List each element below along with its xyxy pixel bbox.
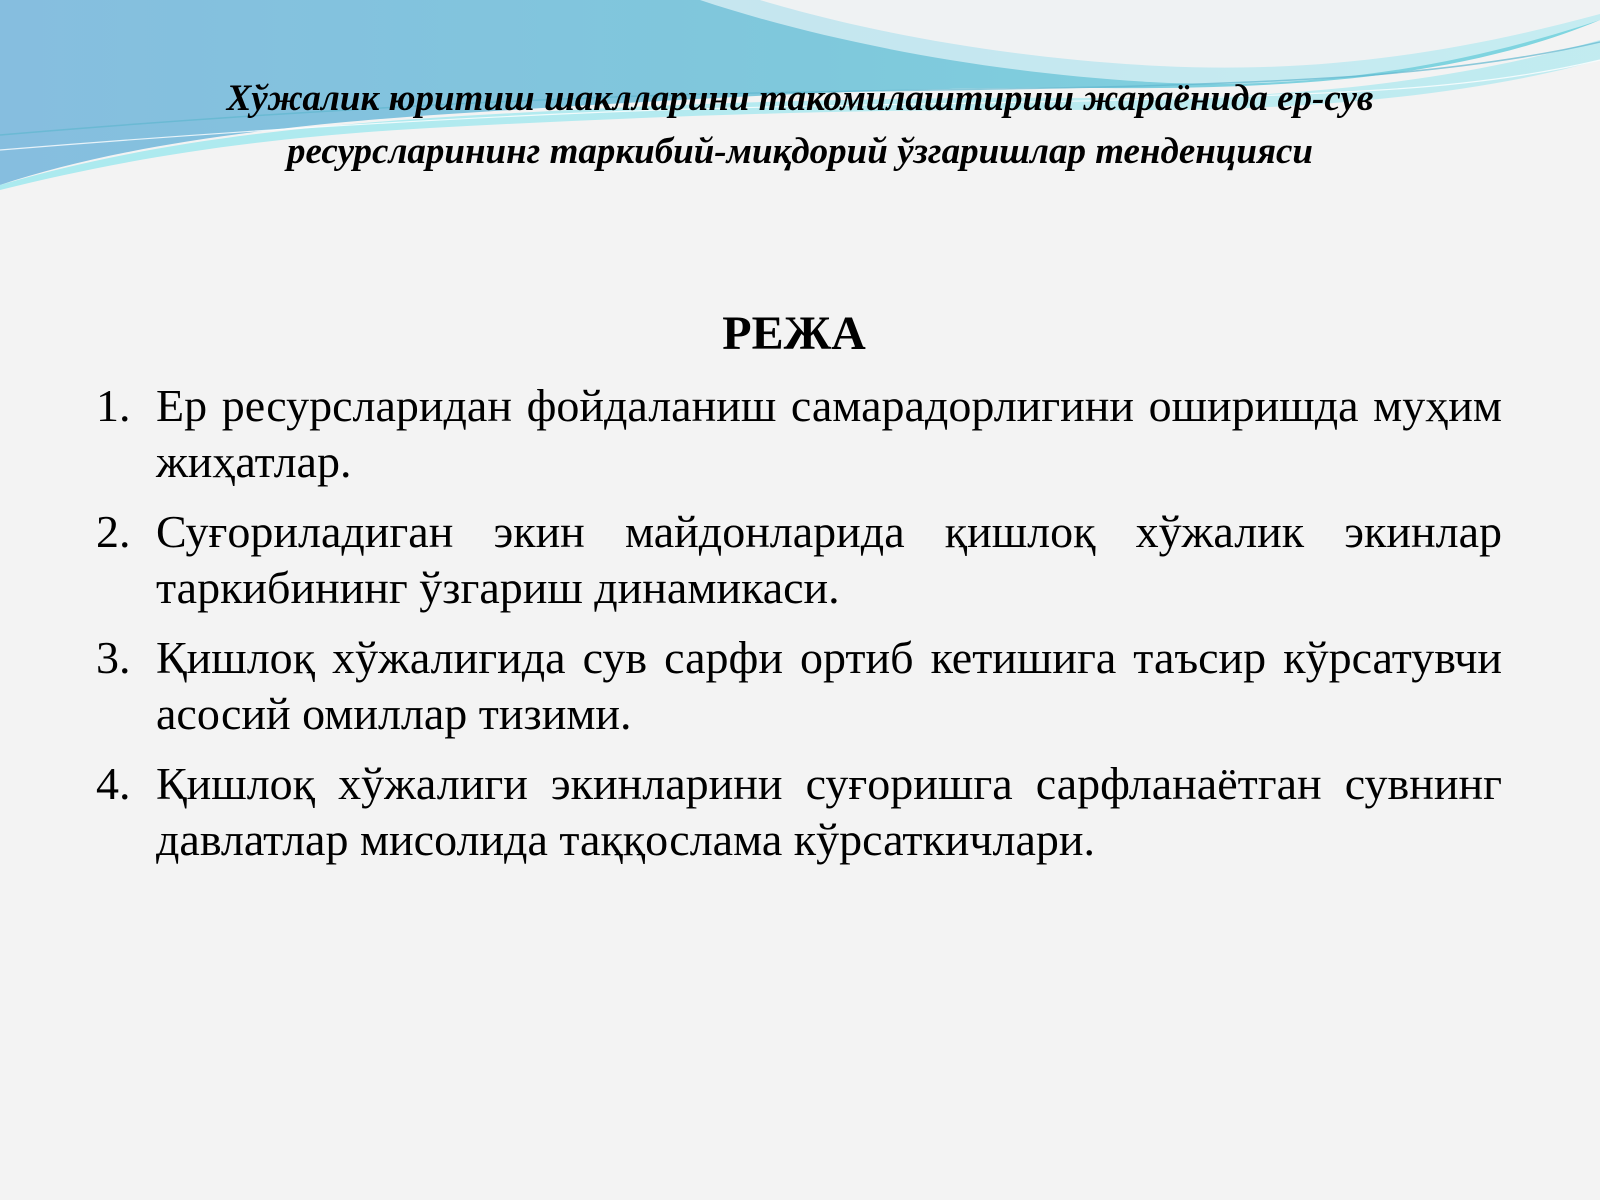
plan-list: [96, 378, 1502, 882]
plan-item-text: Қишлоқ хўжалиги экинларини суғоришга сарфланаётган сувнинг давлатлар мисолида таққослама кўрсаткичлари.: [156, 758, 1502, 865]
plan-item-2: [96, 504, 1502, 616]
plan-item-4: [96, 756, 1502, 868]
plan-item-text: Ер ресурсларидан фойдаланиш самарадорлигини оширишда муҳим жиҳатлар.: [156, 380, 1502, 487]
plan-item-text: Суғориладиган экин майдонларида қишлоқ хўжалик экинлар таркибининг ўзгариш динамикаси.: [156, 506, 1502, 613]
plan-item-number: 3.: [96, 632, 131, 683]
plan-item-1: [96, 378, 1502, 490]
plan-item-text: Қишлоқ хўжалигида сув сарфи ортиб кетишига таъсир кўрсатувчи асосий омиллар тизими.: [156, 632, 1502, 739]
slide-title: Хўжалик юритиш шаклларини такомилаштириш жараёнида ер-сув ресурсларининг таркибий-миқдорий ўзгаришлар тенденцияси: [226, 78, 1374, 172]
plan-heading: РЕЖА: [722, 307, 866, 360]
plan-item-3: [96, 630, 1502, 742]
plan-item-number: 2.: [96, 506, 131, 557]
plan-item-number: 4.: [96, 758, 131, 809]
plan-item-number: 1.: [96, 380, 131, 431]
